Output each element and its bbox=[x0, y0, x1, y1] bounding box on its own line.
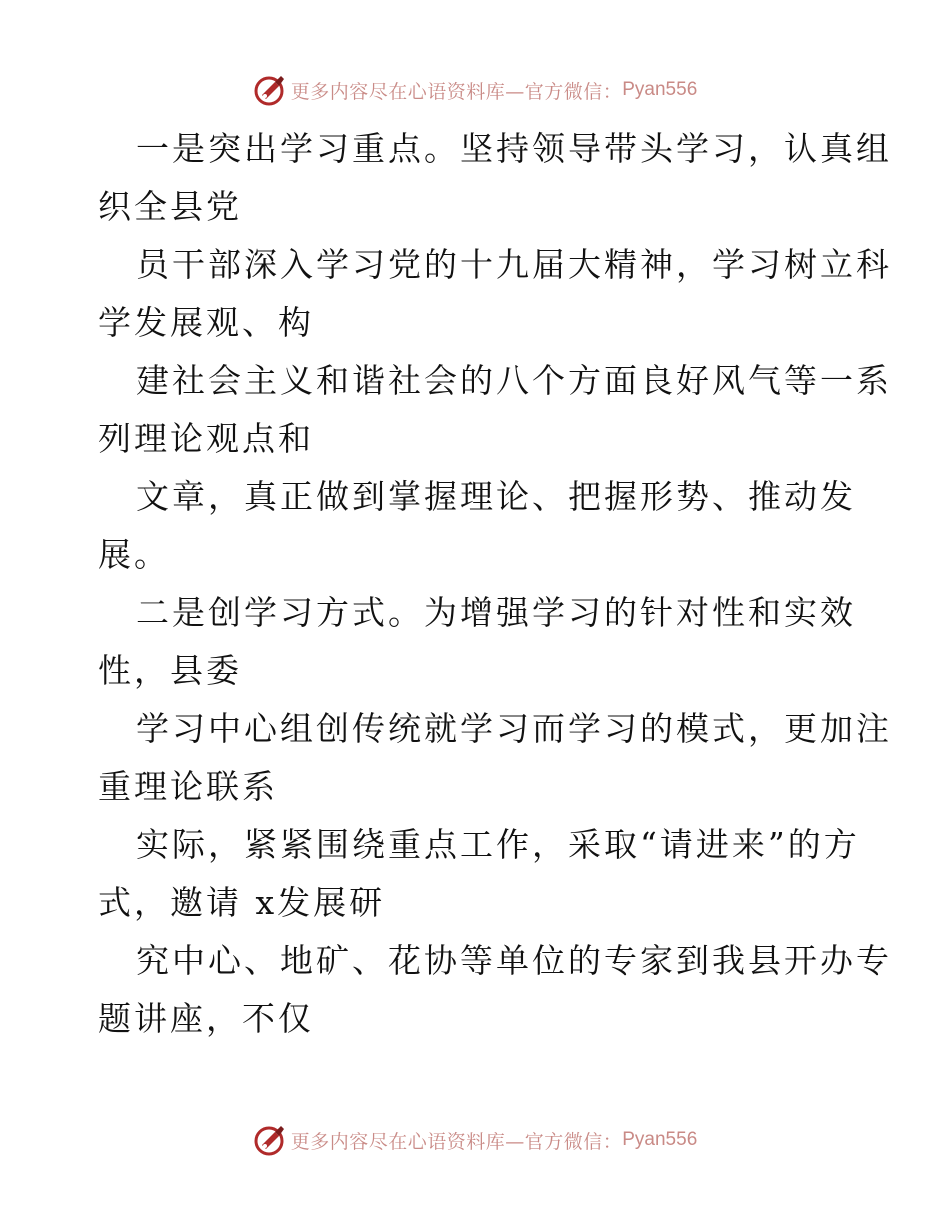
paragraph-line: 重理论联系 bbox=[98, 767, 278, 806]
paragraph-line: 文章，真正做到掌握理论、把握形势、推动发 bbox=[136, 477, 856, 516]
paragraph-line: 二是创学习方式。为增强学习的针对性和实效 bbox=[136, 593, 856, 632]
paragraph bbox=[98, 932, 892, 1048]
paragraph bbox=[98, 584, 858, 700]
paragraph bbox=[98, 120, 892, 236]
paragraph bbox=[98, 816, 858, 932]
paragraph-line: 建社会主义和谐社会的八个方面良好风气等一系 bbox=[136, 361, 892, 400]
pen-logo-icon bbox=[253, 73, 287, 107]
header-watermark bbox=[0, 70, 950, 110]
footer-watermark-text: 更多内容尽在心语资料库—官方微信： bbox=[290, 1130, 623, 1153]
paragraph-line: 员干部深入学习党的十九届大精神，学习树立科 bbox=[136, 245, 892, 284]
pen-logo-icon bbox=[253, 1123, 287, 1157]
header-watermark-text: 更多内容尽在心语资料库—官方微信： bbox=[290, 80, 623, 103]
footer-watermark-id: Pyan556 bbox=[622, 1129, 698, 1150]
paragraph-line: 究中心、地矿、花协等单位的专家到我县开办专 bbox=[136, 941, 892, 980]
paragraph-line: 式，邀请 x发展研 bbox=[98, 883, 386, 922]
paragraph-line: 织全县党 bbox=[98, 187, 242, 226]
paragraph-line: 列理论观点和 bbox=[98, 419, 314, 458]
paragraph-line: 题讲座，不仅 bbox=[98, 999, 314, 1038]
header-watermark-id: Pyan556 bbox=[622, 79, 698, 100]
paragraph bbox=[98, 700, 892, 816]
paragraph-line: 学习中心组创传统就学习而学习的模式，更加注 bbox=[136, 709, 892, 748]
paragraph-line: 性，县委 bbox=[98, 651, 242, 690]
paragraph-line: 学发展观、构 bbox=[98, 303, 314, 342]
paragraph bbox=[98, 236, 892, 352]
footer-watermark bbox=[0, 1120, 950, 1160]
paragraph bbox=[98, 352, 892, 468]
paragraph-line: 实际，紧紧围绕重点工作，采取“请进来”的方 bbox=[136, 825, 860, 864]
paragraph-line: 一是突出学习重点。坚持领导带头学习，认真组 bbox=[136, 129, 892, 168]
paragraph bbox=[98, 468, 858, 584]
paragraph-line: 展。 bbox=[98, 535, 170, 574]
document-body bbox=[98, 120, 892, 1048]
